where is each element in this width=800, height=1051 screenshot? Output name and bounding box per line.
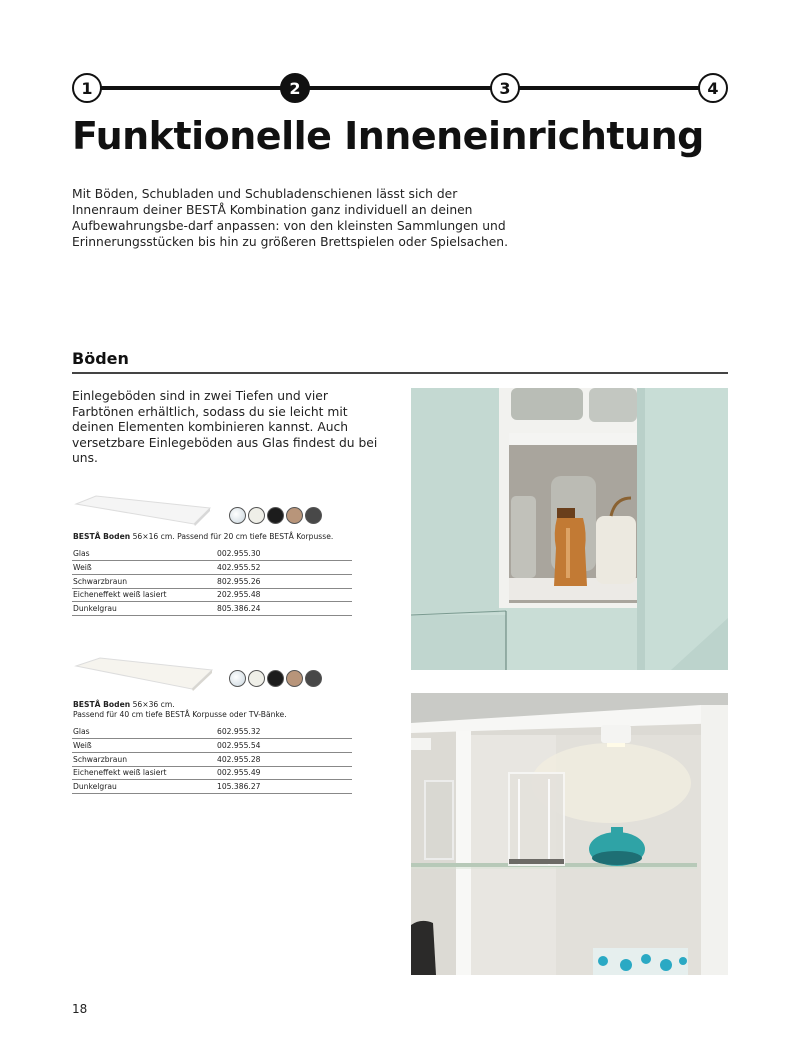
photo-glass-shelf-cabinet (411, 693, 728, 975)
section-header (72, 349, 728, 374)
article-number: 105.386.27 (216, 780, 352, 794)
article-number: 002.955.49 (216, 766, 352, 780)
table-row (72, 602, 352, 616)
table-row (72, 588, 352, 602)
variant-table (72, 725, 352, 794)
swatch-black-brown (267, 670, 284, 687)
article-number: 202.955.48 (216, 588, 352, 602)
variant-color: Weiß (72, 561, 216, 575)
section-heading: Böden (72, 349, 129, 368)
variant-color: Dunkelgrau (72, 780, 216, 794)
product-caption (73, 532, 333, 542)
section-description: Einlegeböden sind in zwei Tiefen und vier Farbtönen erhältlich, sodass du sie leicht mit deinen Elementen kombinieren kannst. Auch versetzbare Einlegeböden aus Glas findest du bei uns. (72, 389, 378, 465)
swatch-dark-grey (305, 670, 322, 687)
step-1: 1 (72, 73, 102, 103)
swatch-black-brown (267, 507, 284, 524)
table-row (72, 574, 352, 588)
swatch-glass (229, 670, 246, 687)
table-row (72, 780, 352, 794)
table-row (72, 752, 352, 766)
product-caption (73, 700, 287, 720)
variant-color: Glas (72, 725, 216, 739)
step-2-active: 2 (280, 73, 310, 103)
variant-color: Eicheneffekt weiß lasiert (72, 766, 216, 780)
article-number: 402.955.28 (216, 752, 352, 766)
shelf-16cm-image (74, 494, 212, 526)
variant-color: Weiß (72, 739, 216, 753)
table-row (72, 739, 352, 753)
table-row (72, 547, 352, 561)
swatch-dark-grey (305, 507, 322, 524)
table-row (72, 561, 352, 575)
product-size: 56×36 cm. (132, 700, 175, 709)
page-title: Funktionelle Inneneinrichtung (72, 114, 704, 158)
section-divider (72, 372, 728, 374)
variant-table (72, 547, 352, 616)
article-number: 602.955.32 (216, 725, 352, 739)
swatch-white (248, 670, 265, 687)
shelf-36cm-image (74, 656, 214, 692)
product-size: 56×16 cm. (132, 532, 175, 541)
article-number: 802.955.26 (216, 574, 352, 588)
article-number: 805.386.24 (216, 602, 352, 616)
product-note: Passend für 40 cm tiefe BESTÅ Korpusse oder TV-Bänke. (73, 710, 287, 719)
progress-stepper (72, 73, 728, 103)
swatch-glass (229, 507, 246, 524)
variant-color: Eicheneffekt weiß lasiert (72, 588, 216, 602)
article-number: 402.955.52 (216, 561, 352, 575)
variant-color: Schwarzbraun (72, 752, 216, 766)
swatch-oak-white (286, 507, 303, 524)
step-3: 3 (490, 73, 520, 103)
step-4: 4 (698, 73, 728, 103)
table-row (72, 766, 352, 780)
variant-color: Schwarzbraun (72, 574, 216, 588)
product-note: Passend für 20 cm tiefe BESTÅ Korpusse. (177, 532, 334, 541)
photo-mint-cabinet (411, 388, 728, 670)
color-swatches (229, 670, 322, 687)
variant-color: Dunkelgrau (72, 602, 216, 616)
intro-paragraph: Mit Böden, Schubladen und Schubladenschienen lässt sich der Innenraum deiner BESTÅ Kombination ganz individuell an deinen Aufbewahrungsbe-darf anpassen: von den kleinsten Sammlungen und Erinnerungsstücken bis hin zu größeren Brettspielen oder Spielsachen. (72, 187, 509, 249)
swatch-white (248, 507, 265, 524)
page-number: 18 (72, 1002, 88, 1016)
stepper-line (86, 86, 714, 90)
swatch-oak-white (286, 670, 303, 687)
article-number: 002.955.54 (216, 739, 352, 753)
article-number: 002.955.30 (216, 547, 352, 561)
variant-color: Glas (72, 547, 216, 561)
table-row (72, 725, 352, 739)
color-swatches (229, 507, 322, 524)
product-name: BESTÅ Boden (73, 700, 131, 709)
product-name: BESTÅ Boden (73, 532, 131, 541)
